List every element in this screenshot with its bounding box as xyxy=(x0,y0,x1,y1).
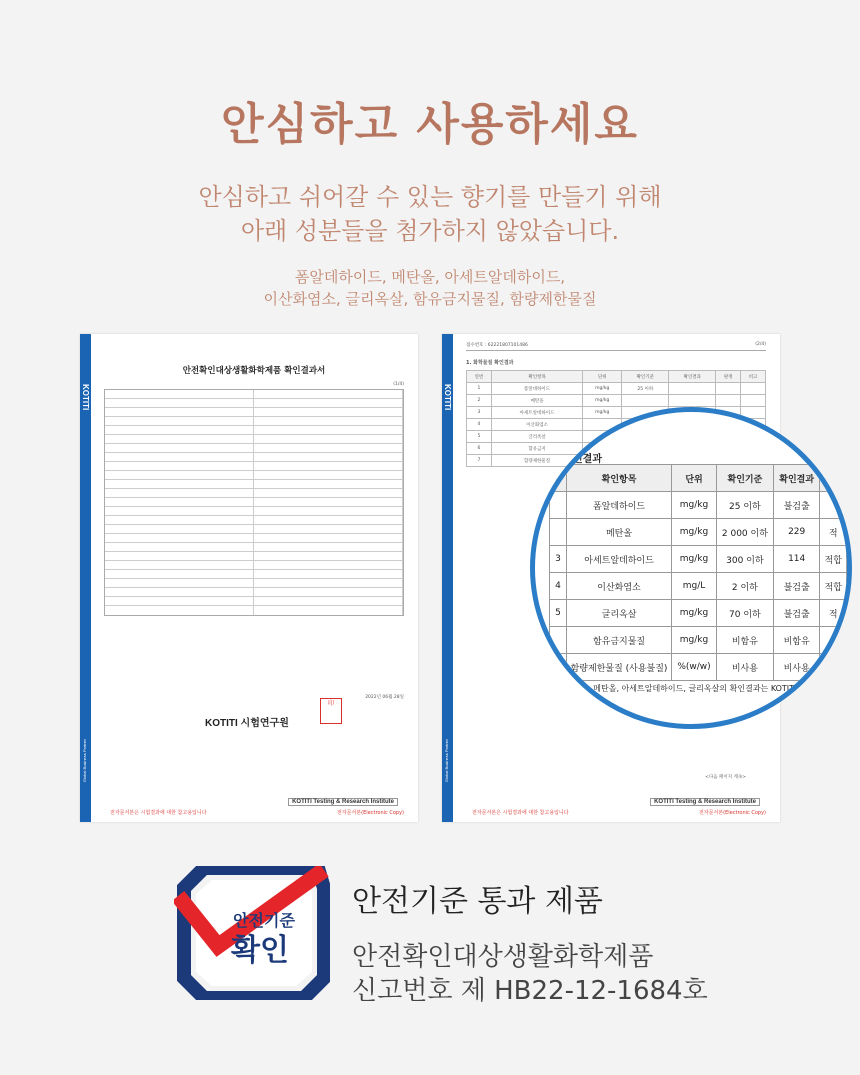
footer-right: 전자문서본(Electronic Copy) xyxy=(337,810,404,816)
side-tagline: Global Business Partner xyxy=(444,738,449,782)
document-footer xyxy=(110,809,404,816)
page-title: 안심하고 사용하세요 xyxy=(221,99,639,150)
table-row: 3 아세트알데하이드 mg/kg xyxy=(467,407,766,419)
footnote-line-2: 됨 xyxy=(565,698,573,707)
table-row: 4 이산화염소 mg/L 2 이하 불검출 적합 xyxy=(550,573,847,600)
table-row: 3 아세트알데하이드 mg/kg 300 이하 114 적합 xyxy=(550,546,847,573)
kotiti-side-label: KOTITI xyxy=(81,384,90,411)
table-row: 메탄올 mg/kg 2 000 이하 229 적 xyxy=(550,519,847,546)
zoomed-results-table xyxy=(530,407,852,729)
col-header-no xyxy=(550,465,567,492)
excluded-ingredients xyxy=(0,266,860,310)
table-row: 6 함유금지 xyxy=(467,443,766,455)
table-row: 1 폼알데하이드 mg/kg 25 이하 xyxy=(467,383,766,395)
zoom-footnote xyxy=(565,682,825,710)
footer-left: 전자문서본은 시험결과에 대한 참고용입니다 xyxy=(110,810,207,816)
col-header-judge xyxy=(820,465,847,492)
certificate-document-page-1 xyxy=(80,334,418,822)
continued-note: <다음 페이지 계속> xyxy=(705,775,746,780)
badge-text-1: 안전기준 xyxy=(233,911,295,930)
col-header-item: 확인항목 xyxy=(566,465,671,492)
institute-name: KOTITI Testing & Research Institute xyxy=(650,798,760,806)
table-row: 4 이산화염소 xyxy=(467,419,766,431)
badge-text-2: 확인 xyxy=(231,933,289,968)
col-header: 확인항목 xyxy=(491,371,583,383)
document-header xyxy=(466,342,766,351)
ingredients-line-1: 폼알데하이드, 메탄올, 아세트알데하이드, xyxy=(294,268,566,286)
footer-left: 전자문서본은 시험결과에 대한 참고용입니다 xyxy=(472,810,569,816)
info-grid xyxy=(104,389,404,616)
table-row: 함량제한물질 (사용불질) %(w/w) 비사용 비사용 xyxy=(550,654,847,681)
registration-number: 신고번호 제 HB22-12-1684호 xyxy=(352,976,708,1006)
table-row: 7 함량제한물질 xyxy=(467,455,766,467)
subtitle-line-1: 안심하고 쉬어갈 수 있는 향기를 만들기 위해 xyxy=(198,183,662,211)
table-row: 폼알데하이드 mg/kg 25 이하 불검출 xyxy=(550,492,847,519)
col-header: 확인결과 xyxy=(669,371,716,383)
col-header: 비고 xyxy=(741,371,766,383)
col-header: 연번 xyxy=(467,371,492,383)
kotiti-side-stripe xyxy=(442,334,453,822)
kotiti-brand: KOTITI 시험연구원 xyxy=(205,718,289,729)
safety-check-badge xyxy=(174,866,330,1000)
table-row: 함유금지물질 mg/kg 비함유 비함유 xyxy=(550,627,847,654)
col-header: 확인기준 xyxy=(622,371,669,383)
table-row: 2 메탄올 mg/kg xyxy=(467,395,766,407)
subtitle-line-2: 아래 성분들을 첨가하지 않았습니다. xyxy=(240,217,620,245)
footer-right: 전자문서본(Electronic Copy) xyxy=(699,810,766,816)
col-header: 판정 xyxy=(716,371,741,383)
results-table xyxy=(549,464,847,681)
receipt-number: 접수번호 : 62221807101486 xyxy=(466,343,528,348)
document-title: 안전확인대상생활화학제품 확인결과서 xyxy=(182,366,326,376)
official-seal: 印 xyxy=(320,698,342,724)
col-header-result: 확인결과 xyxy=(773,465,819,492)
page-indicator: (2/4) xyxy=(755,342,766,347)
ingredients-line-2: 이산화염소, 글리옥살, 함유금지물질, 함량제한물질 xyxy=(263,290,597,308)
col-header-standard: 확인기준 xyxy=(716,465,773,492)
zoom-heading: 인결과 xyxy=(573,454,602,465)
certification-category: 안전확인대상생활화학제품 xyxy=(352,942,654,972)
certification-title: 안전기준 통과 제품 xyxy=(352,884,603,919)
issue-date: 2022년 06월 28일 xyxy=(365,695,404,700)
footnote-line-1: 하이드, 메탄올, 아세트알데하이드, 글리옥살의 확인결과는 KOTITI에 xyxy=(565,684,805,693)
section-heading: 1. 화학물질 확인결과 xyxy=(466,360,514,366)
institute-name: KOTITI Testing & Research Institute xyxy=(288,798,398,806)
document-footer xyxy=(472,809,766,816)
kotiti-side-stripe xyxy=(80,334,91,822)
table-row: 5 글리옥살 mg/kg 70 이하 불검출 적 xyxy=(550,600,847,627)
col-header-unit: 단위 xyxy=(672,465,717,492)
table-row: 5 글리옥살 xyxy=(467,431,766,443)
page-indicator: (1/4) xyxy=(393,382,404,387)
col-header: 단위 xyxy=(583,371,622,383)
subtitle xyxy=(0,180,860,248)
kotiti-side-label: KOTITI xyxy=(443,384,452,411)
side-tagline: Global Business Partner xyxy=(82,738,87,782)
